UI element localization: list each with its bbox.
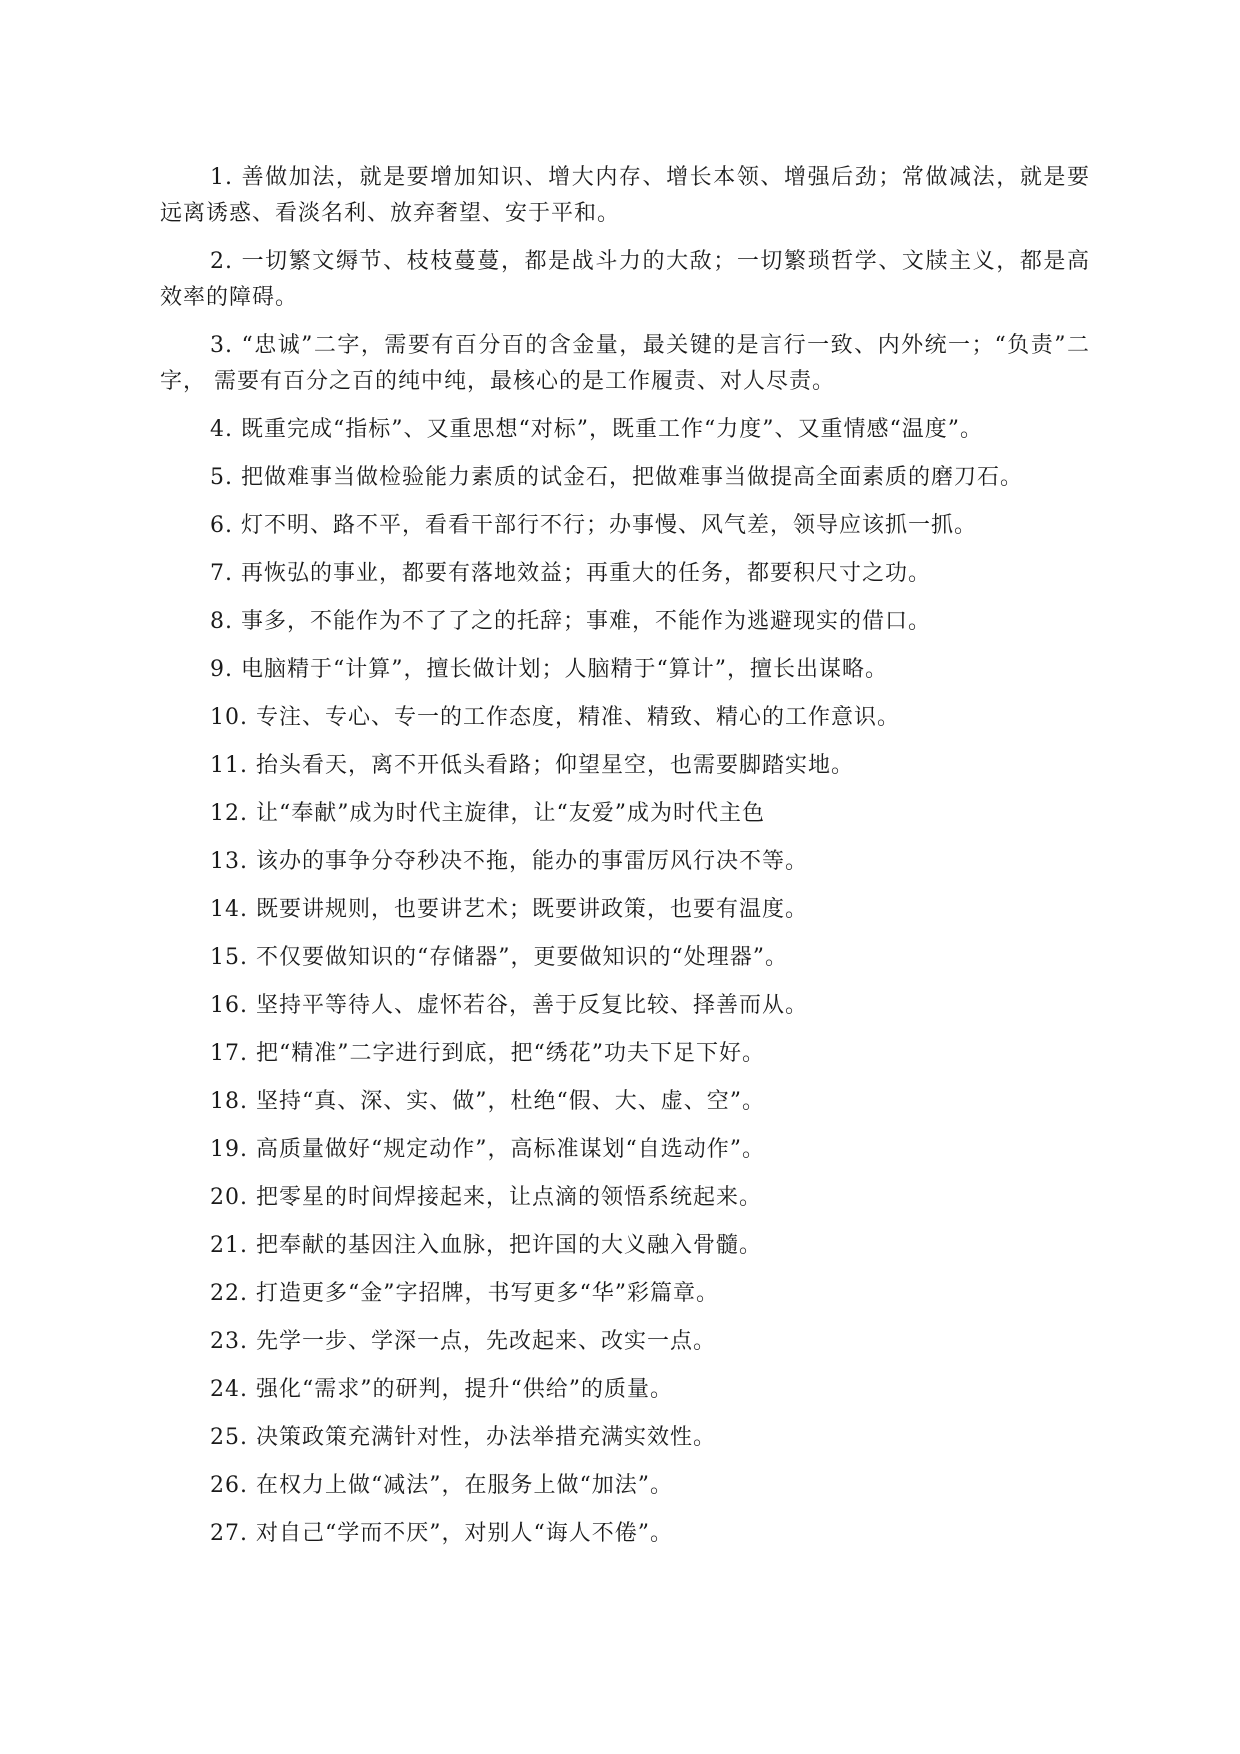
list-item: 7. 再恢弘的事业，都要有落地效益；再重大的任务，都要积尺寸之功。 [210,561,931,586]
list-item: 16. 坚持平等待人、虚怀若谷，善于反复比较、择善而从。 [210,993,808,1018]
list-item: 3. “忠诚”二字，需要有百分百的含金量，最关键的是言行一致、内外统一；“负责”二字， 需要有百分之百的纯中纯，最核心的是工作履责、对人尽责。 [160,333,1090,394]
list-item: 22. 打造更多“金”字招牌，书写更多“华”彩篇章。 [210,1281,719,1306]
list-item: 9. 电脑精于“计算”，擅长做计划；人脑精于“算计”，擅长出谋略。 [210,657,888,682]
list-item: 15. 不仅要做知识的“存储器”，更要做知识的“处理器”。 [210,945,788,970]
list-item: 6. 灯不明、路不平，看看干部行不行；办事慢、风气差，领导应该抓一抓。 [210,513,977,538]
list-item: 25. 决策政策充满针对性，办法举措充满实效性。 [210,1425,716,1450]
list-item: 8. 事多，不能作为不了了之的托辞；事难，不能作为逃避现实的借口。 [210,609,931,634]
list-item: 4. 既重完成“指标”、又重思想“对标”，既重工作“力度”、又重情感“温度”。 [210,417,983,442]
list-item: 23. 先学一步、学深一点，先改起来、改实一点。 [210,1329,716,1354]
document-body [160,160,1090,1552]
list-item: 13. 该办的事争分夺秒决不拖，能办的事雷厉风行决不等。 [210,849,808,874]
list-item: 12. 让“奉献”成为时代主旋律，让“友爱”成为时代主色 [210,801,765,826]
list-item: 21. 把奉献的基因注入血脉，把许国的大义融入骨髓。 [210,1233,762,1258]
list-item: 1. 善做加法，就是要增加知识、增大内存、增长本领、增强后劲；常做减法，就是要远离诱惑、看淡名利、放弃奢望、安于平和。 [160,165,1090,226]
list-item: 2. 一切繁文缛节、枝枝蔓蔓，都是战斗力的大敌；一切繁琐哲学、文牍主义，都是高效率的障碍。 [160,249,1090,310]
list-item: 5. 把做难事当做检验能力素质的试金石，把做难事当做提高全面素质的磨刀石。 [210,465,1023,490]
list-item: 20. 把零星的时间焊接起来，让点滴的领悟系统起来。 [210,1185,762,1210]
list-item: 10. 专注、专心、专一的工作态度，精准、精致、精心的工作意识。 [210,705,900,730]
list-item: 26. 在权力上做“减法”，在服务上做“加法”。 [210,1473,673,1498]
list-item: 17. 把“精准”二字进行到底，把“绣花”功夫下足下好。 [210,1041,765,1066]
list-item: 18. 坚持“真、深、实、做”，杜绝“假、大、虚、空”。 [210,1089,765,1114]
list-item: 24. 强化“需求”的研判，提升“供给”的质量。 [210,1377,673,1402]
list-item: 11. 抬头看天，离不开低头看路；仰望星空，也需要脚踏实地。 [210,753,854,778]
list-item: 27. 对自己“学而不厌”，对别人“诲人不倦”。 [210,1521,673,1546]
list-item: 14. 既要讲规则，也要讲艺术；既要讲政策，也要有温度。 [210,897,808,922]
list-item: 19. 高质量做好“规定动作”，高标准谋划“自选动作”。 [210,1137,765,1162]
